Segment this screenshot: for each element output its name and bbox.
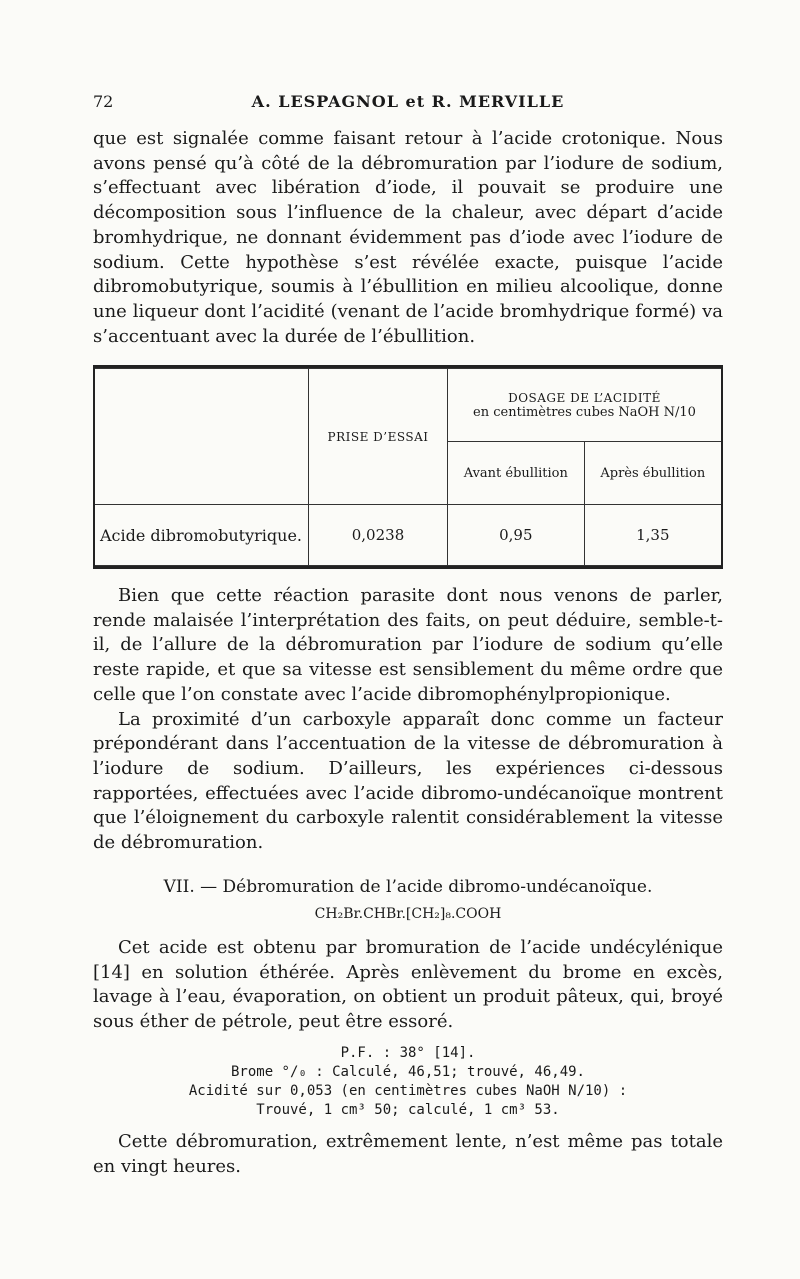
page-header: [93, 92, 723, 114]
paragraph-5: Cette débromuration, extrêmement lente, n’est même pas totale en vingt heures.: [93, 1131, 723, 1177]
header-avant: Avant ébullition: [448, 442, 585, 505]
cell-prise: 0,0238: [309, 505, 448, 566]
header-dosage: [448, 369, 722, 442]
running-title: A. LESPAGNOL et R. MERVILLE: [251, 92, 565, 111]
header-dosage-sub: en centimètres cubes NaOH N/10: [473, 404, 696, 420]
data-line: Trouvé, 1 cm³ 50; calculé, 1 cm³ 53.: [256, 1102, 560, 1118]
data-line: P.F. : 38° [14].: [340, 1045, 476, 1061]
cell-apres: 1,35: [584, 505, 721, 566]
paragraph-1: que est signalée comme faisant retour à l’acide crotonique. Nous avons pensé qu’à côté de la débromuration par l’iodure de sodium, s’effectuant avec libération d’iode, il pouvait se produire une décomposition sous l’influence de la chaleur, avec départ d’acide bromhydrique, ne donnant évidemment pas d’iode avec l’iodure de sodium. Cette hypothèse s’est révélée exacte, puisque l’acide dibromobutyrique, soumis à l’ébullition en milieu alcoolique, donne une liqueur dont l’acidité (venant de l’acide bromhydrique formé) va s’accentuant avec la durée de l’ébullition.: [93, 128, 723, 347]
text-block-2: [93, 584, 723, 856]
row-label: Acide dibromobutyrique.: [95, 505, 309, 566]
chemical-formula: CH₂Br.CHBr.[CH₂]₈.COOH: [314, 906, 502, 922]
cell-avant: 0,95: [448, 505, 585, 566]
data-line: Acidité sur 0,053 (en centimètres cubes NaOH N/10) :: [188, 1083, 628, 1099]
table-corner: [95, 369, 309, 505]
header-prise: PRISE D’ESSAI: [309, 369, 448, 505]
header-dosage-title: DOSAGE DE L’ACIDITÉ: [508, 390, 661, 405]
header-apres: Après ébullition: [584, 442, 721, 505]
section-title: VII. — Débromuration de l’acide dibromo-undécanoïque.: [163, 877, 653, 897]
paragraph-4: Cet acide est obtenu par bromuration de l’acide undécylénique [14] en solution éthérée. Après enlèvement du brome en excès, lavage à l’eau, évaporation, on obtient un produit pâteux, qui, broyé sous éther de pétrole, peut être essoré.: [93, 937, 723, 1033]
analysis-data: [93, 1044, 723, 1120]
page-number: 72: [93, 92, 114, 111]
acidity-table: [93, 365, 723, 569]
data-line: Brome °/₀ : Calculé, 46,51; trouvé, 46,49.: [230, 1064, 585, 1080]
paragraph-3: La proximité d’un carboxyle apparaît donc comme un facteur prépondérant dans l’accentuation de la vitesse de débromuration à l’iodure de sodium. D’ailleurs, les expériences ci-dessous rapportées, effectuées avec l’acide dibromo-undécanoïque montrent que l’éloignement du carboxyle ralentit considérablement la vitesse de débromuration.: [93, 708, 723, 854]
paragraph-2: Bien que cette réaction parasite dont nous venons de parler, rende malaisée l’interprétation des faits, on peut déduire, semble-t-il, de l’allure de la débromuration par l’iodure de sodium qu’elle reste rapide, et que sa vitesse est sensiblement du même ordre que celle que l’on constate avec l’acide dibromophénylpropionique.: [93, 585, 723, 705]
